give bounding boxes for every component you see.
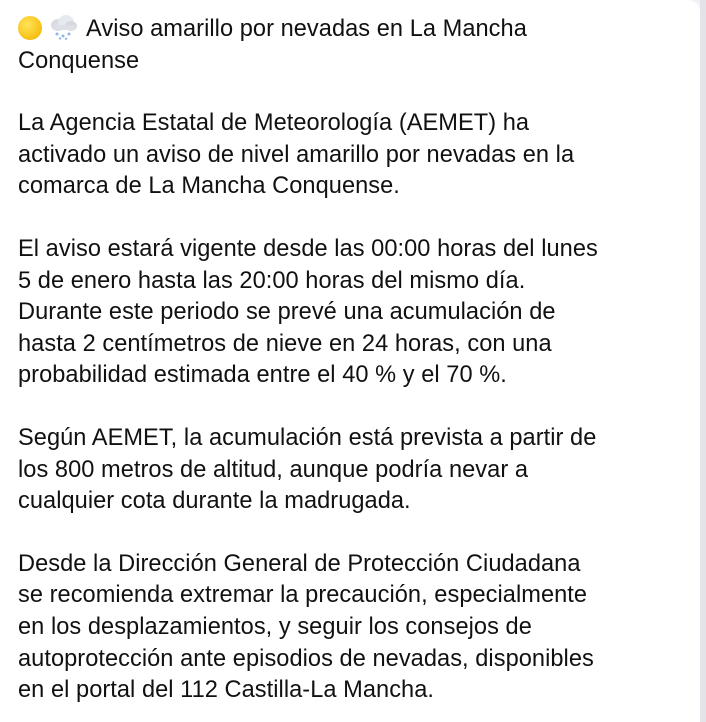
text-line: activado un aviso de nivel amarillo por nevadas en la — [18, 141, 575, 168]
text-line: probabilidad estimada entre el 40 % y el 70 %. — [18, 362, 507, 389]
text-line: cualquier cota durante la madrugada. — [18, 488, 411, 515]
sun-icon — [18, 16, 42, 40]
text-line: La Agencia Estatal de Meteorología (AEMET) ha — [18, 110, 530, 137]
paragraph-validity — [18, 234, 682, 392]
title-text-line2: Conquense — [18, 47, 140, 74]
chat-background-edge — [700, 0, 706, 722]
title-text-line1: Aviso amarillo por nevadas en La Mancha — [86, 16, 527, 42]
text-line: Según AEMET, la acumulación está prevista a partir de — [18, 424, 597, 451]
text-line: El aviso estará vigente desde las 00:00 horas del lunes — [18, 235, 598, 262]
text-line: hasta 2 centímetros de nieve en 24 horas, con una — [18, 330, 552, 357]
snow-cloud-icon — [48, 14, 78, 40]
text-line: se recomienda extremar la precaución, especialmente — [18, 582, 588, 609]
paragraph-recommendation — [18, 549, 682, 707]
text-line: comarca de La Mancha Conquense. — [18, 173, 400, 200]
text-line: Desde la Dirección General de Protección Ciudadana — [18, 550, 581, 577]
text-line: en los desplazamientos, y seguir los consejos de — [18, 613, 532, 640]
paragraph-aemet-activation — [18, 108, 682, 203]
text-line: Durante este periodo se prevé una acumulación de — [18, 299, 556, 326]
text-line: 5 de enero hasta las 20:00 horas del mismo día. — [18, 267, 526, 294]
text-line: autoprotección ante episodios de nevadas, disponibles — [18, 645, 594, 672]
message-title — [18, 14, 682, 77]
text-line: en el portal del 112 Castilla-La Mancha. — [18, 677, 435, 704]
paragraph-altitude — [18, 423, 682, 518]
text-line: los 800 metros de altitud, aunque podría nevar a — [18, 456, 528, 483]
